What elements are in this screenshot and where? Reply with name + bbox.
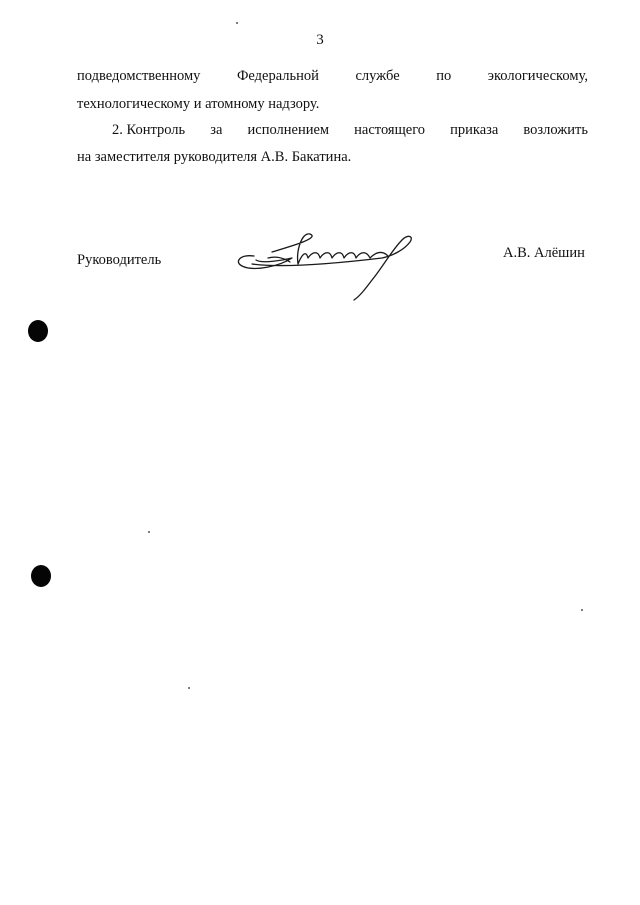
word: исполнением <box>247 122 330 138</box>
word: возложить <box>523 122 588 138</box>
paragraph-2-line-2: на заместителя руководителя А.В. Бакатина. <box>77 149 352 165</box>
word: по <box>436 68 452 84</box>
scan-speck <box>148 531 150 533</box>
scan-speck <box>236 22 238 24</box>
word: Федеральной <box>236 68 319 84</box>
handwritten-signature <box>232 228 422 303</box>
word: экологическому, <box>487 68 588 84</box>
word: за <box>210 122 223 138</box>
punch-hole <box>28 320 48 342</box>
signatory-title: Руководитель <box>77 252 162 268</box>
scan-speck <box>581 609 583 611</box>
word: 2. Контроль <box>112 122 186 138</box>
scan-speck <box>188 687 190 689</box>
word: приказа <box>450 122 499 138</box>
punch-hole <box>31 565 51 587</box>
paragraph-1-line-2: технологическому и атомному надзору. <box>77 96 320 112</box>
word: службе <box>355 68 400 84</box>
paragraph-1-line-1 <box>77 66 588 86</box>
word: подведомственному <box>77 68 201 84</box>
page-number: 3 <box>316 32 324 48</box>
paragraph-2-line-1 <box>112 120 588 140</box>
word: настоящего <box>354 122 426 138</box>
signatory-name: А.В. Алёшин <box>503 245 585 261</box>
